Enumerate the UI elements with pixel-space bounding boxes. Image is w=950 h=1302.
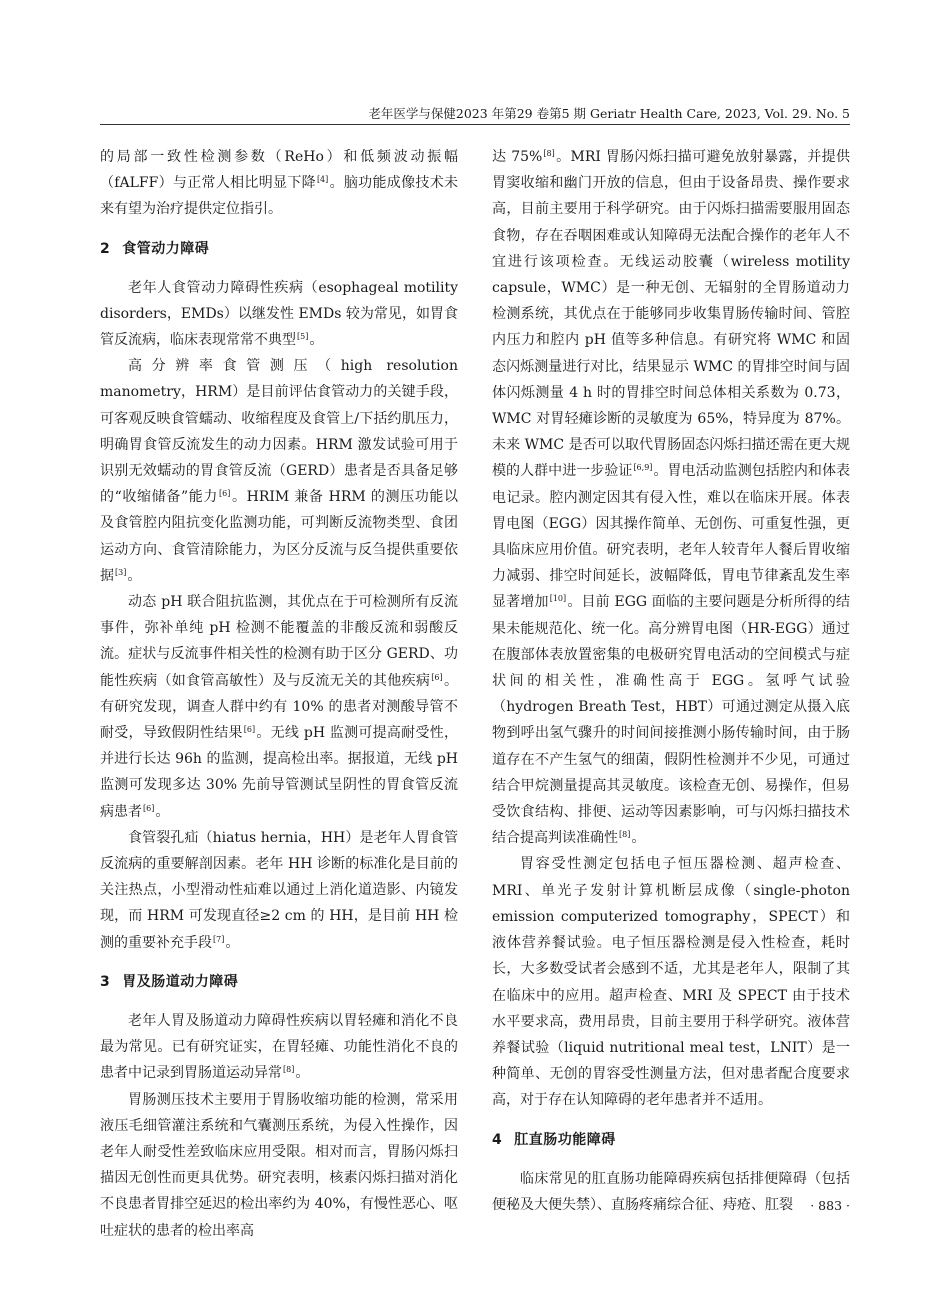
paragraph: 老年人食管动力障碍性疾病（esophageal motility disorders，EMDs）以继发性 EMDs 较为常见，如胃食管反流病，临床表现常常不典型[5]。 <box>100 279 458 349</box>
citation: [4] <box>316 175 329 185</box>
paragraph: 临床常见的肛直肠功能障碍疾病包括排便障碍（包括便秘及大便失禁）、直肠疼痛综合征、痔疮、肛裂 <box>492 1170 850 1213</box>
citation: [6] <box>431 672 443 682</box>
page-number: · 883 · <box>810 1198 850 1213</box>
section-title: 肛直肠功能障碍 <box>514 1131 616 1148</box>
citation: [3] <box>115 567 127 577</box>
citation: [6] <box>219 489 231 499</box>
paragraph: 老年人胃及肠道动力障碍性疾病以胃轻瘫和消化不良最为常见。已有研究证实，在胃轻瘫、功能性消化不良的患者中记录到胃肠道运动异常[8]。 <box>100 1012 458 1082</box>
paragraph-continued: 达 75%[8]。MRI 胃肠闪烁扫描可避免放射暴露，并提供胃窦收缩和幽门开放的信息，但由于设备昂贵、操作要求高，目前主要用于科学研究。由于闪烁扫描需要服用固态食物，存在吞咽困难或认知障碍无法配合操作的老年人不宜进行该项检查。无线运动胶囊（wireless motility capsule，WMC）是一种无创、无辐射的全胃肠道动力检测系统，其优点在于能够同步收集胃肠传输时间、管腔内压力和腔内 pH 值等多种信息。有研究将 WMC 和固态闪烁测量进行对比，结果显示 WMC 的胃排空时间与固体闪烁测量 4 h 时的胃排空时间总体相关系数为 0.73，WMC 对胃轻瘫诊断的灵敏度为 65%，特异度为 87%。未来 WMC 是否可以取代胃肠固态闪烁扫描还需在更大规模的人群中进一步验证[6,9]。胃电活动监测包括腔内和体表电记录。腔内测定因其有侵入性，难以在临床开展。体表胃电图（EGG）因其操作简单、无创伤、可重复性强，更具临床应用价值。研究表明，老年人较青年人餐后胃收缩力减弱、排空时间延长，波幅降低，胃电节律紊乱发生率显著增加[10]。目前 EGG 面临的主要问题是分析所得的结果未能规范化、统一化。高分辨胃电图（HR-EGG）通过在腹部体表放置密集的电极研究胃电活动的空间模式与症状间的相关性，准确性高于 EGG。氢呼气试验（hydrogen Breath Test，HBT）可通过测定从摄入底物到呼出氢气骤升的时间间接推测小肠传输时间，由于肠道存在不产生氢气的细菌，假阴性检测并不少见，可通过结合甲烷测量提高其灵敏度。该检查无创、易操作，但易受饮食结构、排便、运动等因素影响，可与闪烁扫描技术结合提高判读准确性[8]。 <box>492 149 851 847</box>
paragraph: 胃容受性测定包括电子恒压器检测、超声检查、MRI、单光子发射计算机断层成像（single-photon emission computerized tomography，SPECT）和液体营养餐试验。电子恒压器检测是侵入性检查，耗时长，大多数受试者会感到不适，尤其是老年人，限制了其在临床中的应用。超声检查、MRI 及 SPECT 由于技术水平要求高，费用昂贵，目前主要用于科学研究。液体营养餐试验（liquid nutritional meal test，LNIT）是一种简单、无创的胃容受性测量方法，但对患者配合度要求高，对于存在认知障碍的老年患者并不适用。 <box>492 856 850 1109</box>
citation: [8] <box>283 1065 295 1075</box>
citation: [10] <box>549 594 567 604</box>
section-heading-4 <box>492 1127 850 1153</box>
running-header: 老年医学与保健2023 年第29 卷第5 期 Geriatr Health Care, 2023, Vol. 29. No. 5 <box>368 106 850 121</box>
citation: [5] <box>297 332 309 342</box>
section-number: 3 <box>100 973 111 990</box>
header-rule <box>100 124 850 125</box>
citation: [6] <box>243 725 256 735</box>
section-number: 4 <box>492 1131 503 1148</box>
citation: [8] <box>619 830 631 840</box>
section-heading-3 <box>100 969 458 995</box>
section-heading-2 <box>100 236 458 262</box>
citation: [7] <box>213 934 225 944</box>
right-column <box>492 144 850 1218</box>
citation: [6,9] <box>633 463 653 473</box>
paragraph: 胃肠测压技术主要用于胃肠收缩功能的检测，常采用液压毛细管灌注系统和气囊测压系统，为侵入性操作，因老年人耐受性差致临床应用受限。相对而言，胃肠闪烁扫描因无创性而更具优势。研究表明，核素闪烁扫描对消化不良患者胃排空延迟的检出率约为 40%，有慢性恶心、呕吐症状的患者的检出率高 <box>100 1091 458 1239</box>
section-title: 食管动力障碍 <box>122 240 210 257</box>
paragraph: 高分辨率食管测压（high resolution manometry，HRM）是目前评估食管动力的关键手段，可客观反映食管蠕动、收缩程度及食管上/下括约肌压力，明确胃食管反流发生的动力因素。HRM 激发试验可用于识别无效蠕动的胃食管反流（GERD）患者是否具备足够的“收缩储备”能力[6]。HRIM 兼备 HRM 的测压功能以及食管腔内阻抗变化监测功能，可判断反流物类型、食团运动方向、食管清除能力，为区分反流与反刍提供重要依据[3]。 <box>100 358 458 584</box>
left-column <box>100 144 458 1244</box>
citation: [6] <box>143 803 155 813</box>
paragraph-continued: 的局部一致性检测参数（ReHo）和低频波动振幅（fALFF）与正常人相比明显下降[4]。脑功能成像技术未来有望为治疗提供定位指引。 <box>100 149 458 218</box>
section-title: 胃及肠道动力障碍 <box>122 973 239 990</box>
paragraph: 动态 pH 联合阻抗监测，其优点在于可检测所有反流事件，弥补单纯 pH 检测不能覆盖的非酸反流和弱酸反流。症状与反流事件相关性的检测有助于区分 GERD、功能性疾病（如食管高敏性）及与反流无关的其他疾病[6]。有研究发现，调查人群中约有 10% 的患者对测酸导管不耐受，导致假阴性结果[6]。无线 pH 监测可提高耐受性，并进行长达 96h 的监测，提高检出率。据报道，无线 pH 监测可发现多达 30% 先前导管测试呈阴性的胃食管反流病患者[6]。 <box>100 594 459 820</box>
section-number: 2 <box>100 240 111 257</box>
citation: [8] <box>543 149 555 158</box>
paragraph: 食管裂孔疝（hiatus hernia，HH）是老年人胃食管反流病的重要解剖因素。老年 HH 诊断的标准化是目前的关注热点，小型滑动性疝难以通过上消化道造影、内镜发现，而 HRM 可发现直径≥2 cm 的 HH，是目前 HH 检测的重要补充手段[7]。 <box>100 829 458 951</box>
